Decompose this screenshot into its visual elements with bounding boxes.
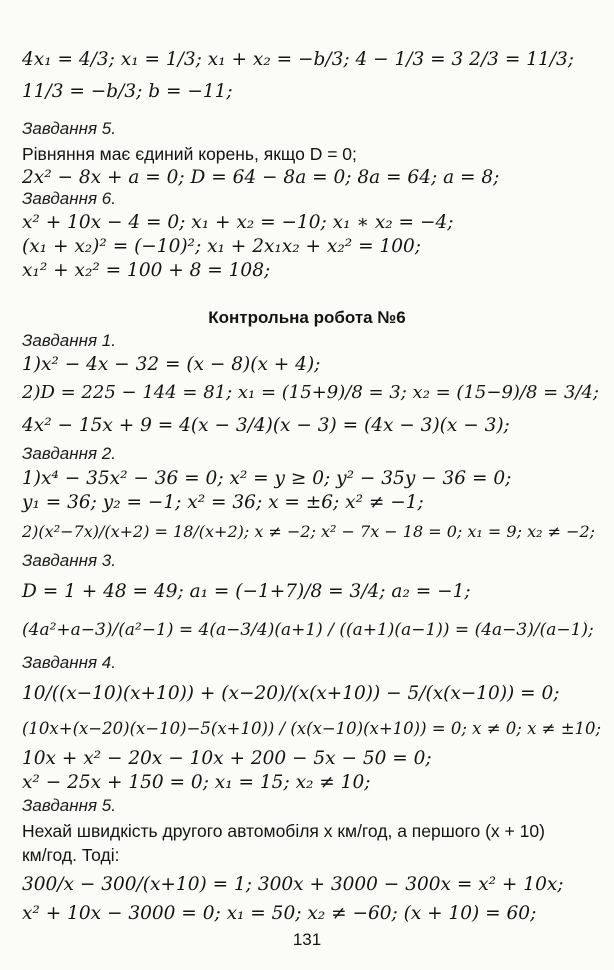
task-heading: Завдання 2. <box>22 444 116 463</box>
task-heading: Завдання 5. <box>22 796 116 815</box>
math-line: x² + 10x − 4 = 0; x₁ + x₂ = −10; x₁ ∗ x₂ = −4; <box>22 212 454 233</box>
task-heading: Завдання 3. <box>22 551 116 570</box>
math-line: (4a²+a−3)/(a²−1) = 4(a−3/4)(a+1) / ((a+1)(a−1)) = (4a−3)/(a−1); <box>22 620 594 640</box>
task-heading: Завдання 5. <box>22 119 116 138</box>
math-line: 4x² − 15x + 9 = 4(x − 3/4)(x − 3) = (4x − 3)(x − 3); <box>22 415 510 436</box>
math-line: 4x₁ = 4/3; x₁ = 1/3; x₁ + x₂ = −b/3; 4 − 1/3 = 3 2/3 = 11/3; <box>22 49 574 70</box>
task-heading: Завдання 6. <box>22 189 116 208</box>
text-line: Нехай швидкість другого автомобіля x км/год, а першого (x + 10) <box>22 821 545 841</box>
math-line: 1)x² − 4x − 32 = (x − 8)(x + 4); <box>22 354 321 375</box>
text-line: Рівняння має єдиний корень, якщо D = 0; <box>22 144 357 164</box>
math-line: 300/x − 300/(x+10) = 1; 300x + 3000 − 300x = x² + 10x; <box>22 874 564 895</box>
math-line: x² + 10x − 3000 = 0; x₁ = 50; x₂ ≠ −60; (x + 10) = 60; <box>22 903 537 924</box>
math-line: 11/3 = −b/3; b = −11; <box>22 81 233 102</box>
math-line: 10x + x² − 20x − 10x + 200 − 5x − 50 = 0; <box>22 748 432 769</box>
math-line: y₁ = 36; y₂ = −1; x² = 36; x = ±6; x² ≠ −1; <box>22 492 424 513</box>
page-number: 131 <box>292 930 322 949</box>
math-line: (10x+(x−20)(x−10)−5(x+10)) / (x(x−10)(x+10)) = 0; x ≠ 0; x ≠ ±10; <box>22 719 602 738</box>
section-title: Контрольна робота №6 <box>208 308 406 327</box>
math-line: 2x² − 8x + a = 0; D = 64 − 8a = 0; 8a = 64; a = 8; <box>22 167 500 188</box>
math-line: 2)D = 225 − 144 = 81; x₁ = (15+9)/8 = 3; x₂ = (15−9)/8 = 3/4; <box>22 382 599 403</box>
text-line: км/год. Тоді: <box>22 845 120 865</box>
math-line: x² − 25x + 150 = 0; x₁ = 15; x₂ ≠ 10; <box>22 772 371 793</box>
task-heading: Завдання 4. <box>22 653 116 672</box>
task-heading: Завдання 1. <box>22 331 116 350</box>
math-line: x₁² + x₂² = 100 + 8 = 108; <box>22 260 271 281</box>
math-line: (x₁ + x₂)² = (−10)²; x₁ + 2x₁x₂ + x₂² = 100; <box>22 236 421 257</box>
math-line: 10/((x−10)(x+10)) + (x−20)/(x(x+10)) − 5/(x(x−10)) = 0; <box>22 683 560 704</box>
math-line: 1)x⁴ − 35x² − 36 = 0; x² = y ≥ 0; y² − 35y − 36 = 0; <box>22 468 512 489</box>
math-line: D = 1 + 48 = 49; a₁ = (−1+7)/8 = 3/4; a₂ = −1; <box>22 581 471 602</box>
math-line: 2)(x²−7x)/(x+2) = 18/(x+2); x ≠ −2; x² − 7x − 18 = 0; x₁ = 9; x₂ ≠ −2; <box>22 522 596 541</box>
